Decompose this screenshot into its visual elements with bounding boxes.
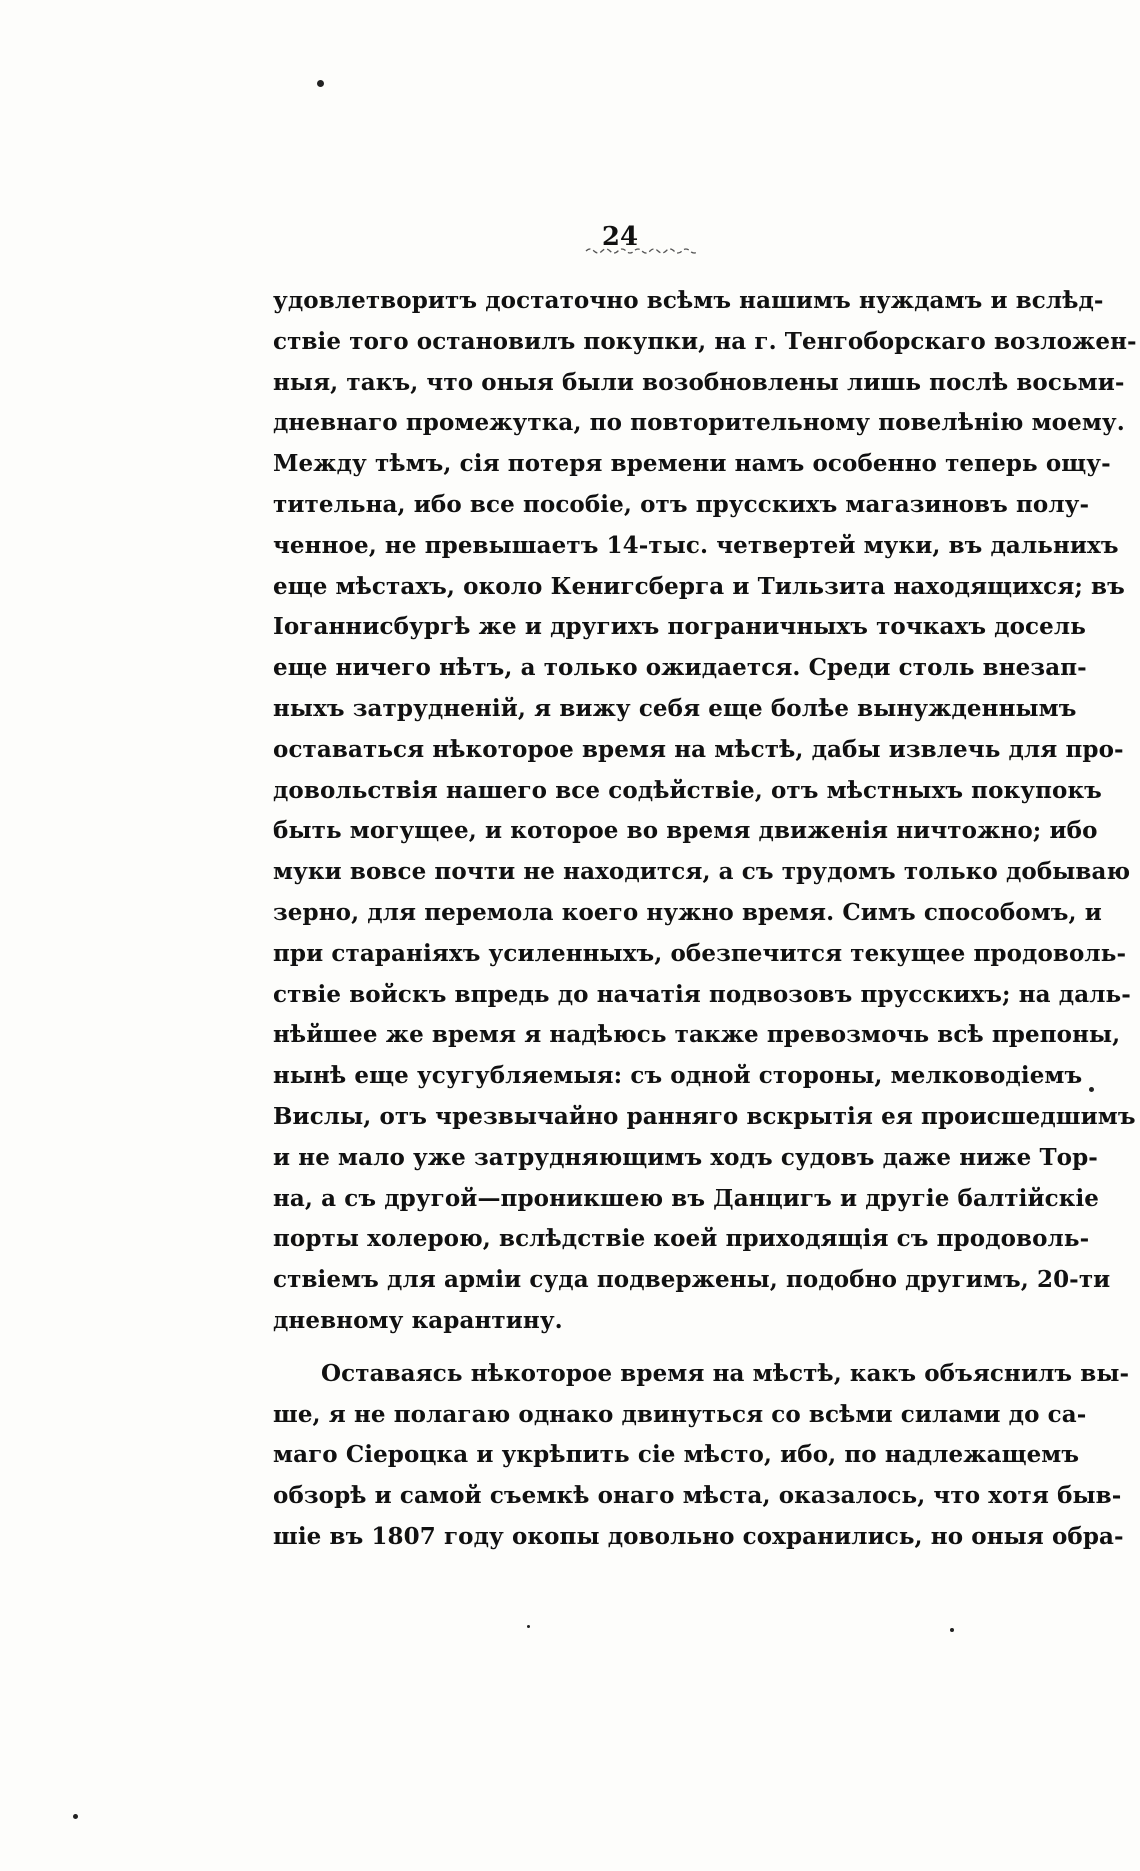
text-line: дневному карантину. — [273, 1306, 563, 1334]
text-line: шіе въ 1807 году окопы довольно сохранились, но оныя обра- — [273, 1522, 1124, 1550]
page-number-ornament — [584, 245, 704, 255]
text-line: Оставаясь нѣкоторое время на мѣстѣ, какъ объяснилъ вы- — [321, 1359, 1130, 1387]
text-line: ствіе того остановилъ покупки, на г. Тенгоборскаго возложен- — [273, 327, 1137, 355]
text-line: нынѣ еще усугубляемыя: съ одной стороны, мелководіемъ — [273, 1062, 1083, 1090]
text-line: ныхъ затрудненій, я вижу себя еще болѣе вынужденнымъ — [273, 694, 1077, 722]
scan-speck — [317, 80, 324, 87]
text-line: Іоганнисбургѣ же и другихъ пограничныхъ точкахъ досель — [273, 613, 1086, 641]
text-line: маго Сіероцка и укрѣпить сіе мѣсто, ибо, по надлежащемъ — [273, 1441, 1080, 1469]
text-line: ченное, не превышаетъ 14-тыс. четвертей муки, въ дальнихъ — [273, 531, 1119, 559]
text-line: тительна, ибо все пособіе, отъ прусскихъ магазиновъ полу- — [273, 490, 1090, 518]
body-text — [273, 281, 1137, 1558]
text-line: Вислы, отъ чрезвычайно ранняго вскрытія ея происшедшимъ — [273, 1102, 1136, 1130]
text-line: порты холерою, вслѣдствіе коей приходящія съ продоволь- — [273, 1225, 1090, 1253]
text-line: муки вовсе почти не находится, а съ трудомъ только добываю — [273, 858, 1131, 886]
text-line: и не мало уже затрудняющимъ ходъ судовъ даже ниже Тор- — [273, 1143, 1098, 1171]
text-line: нѣйшее же время я надѣюсь также превозмочь всѣ препоны, — [273, 1021, 1121, 1049]
text-line: ствіе войскъ впредь до начатія подвозовъ прусскихъ; на даль- — [273, 980, 1131, 1008]
text-line: зерно, для перемола коего нужно время. Симъ способомъ, и — [273, 898, 1102, 926]
text-line: Между тѣмъ, сія потеря времени намъ особенно теперь ощу- — [273, 450, 1111, 478]
text-line: ше, я не полагаю однако двинуться со всѣми силами до са- — [273, 1400, 1087, 1428]
scan-speck — [73, 1814, 78, 1819]
text-line: на, а съ другой—проникшею въ Данцигъ и другіе балтійскіе — [273, 1184, 1100, 1212]
text-line: еще ничего нѣтъ, а только ожидается. Среди столь внезап- — [273, 654, 1087, 682]
text-line: быть могущее, и которое во время движенія ничтожно; ибо — [273, 817, 1098, 845]
scan-speck — [1089, 1087, 1094, 1092]
text-line: еще мѣстахъ, около Кенигсберга и Тильзита находящихся; въ — [273, 572, 1125, 600]
text-line: удовлетворитъ достаточно всѣмъ нашимъ нуждамъ и вслѣд- — [273, 287, 1104, 314]
paragraph-1 — [273, 281, 1137, 1342]
text-line: обзорѣ и самой съемкѣ онаго мѣста, оказалось, что хотя быв- — [273, 1482, 1122, 1510]
text-line: ныя, такъ, что оныя были возобновлены лишь послѣ восьми- — [273, 368, 1125, 396]
text-line: дневнаго промежутка, по повторительному повелѣнію моему. — [273, 409, 1125, 437]
page-number: 24 — [601, 222, 639, 252]
paragraph-2 — [273, 1354, 1130, 1558]
text-line: оставаться нѣкоторое время на мѣстѣ, дабы извлечь для про- — [273, 735, 1124, 763]
text-line: ствіемъ для арміи суда подвержены, подобно другимъ, 20-ти — [273, 1266, 1111, 1294]
text-line: довольствія нашего все содѣйствіе, отъ мѣстныхъ покупокъ — [273, 776, 1102, 804]
text-line: при стараніяхъ усиленныхъ, обезпечится текущее продоволь- — [273, 939, 1127, 967]
scan-speck — [527, 1625, 530, 1628]
scan-speck — [950, 1628, 954, 1632]
